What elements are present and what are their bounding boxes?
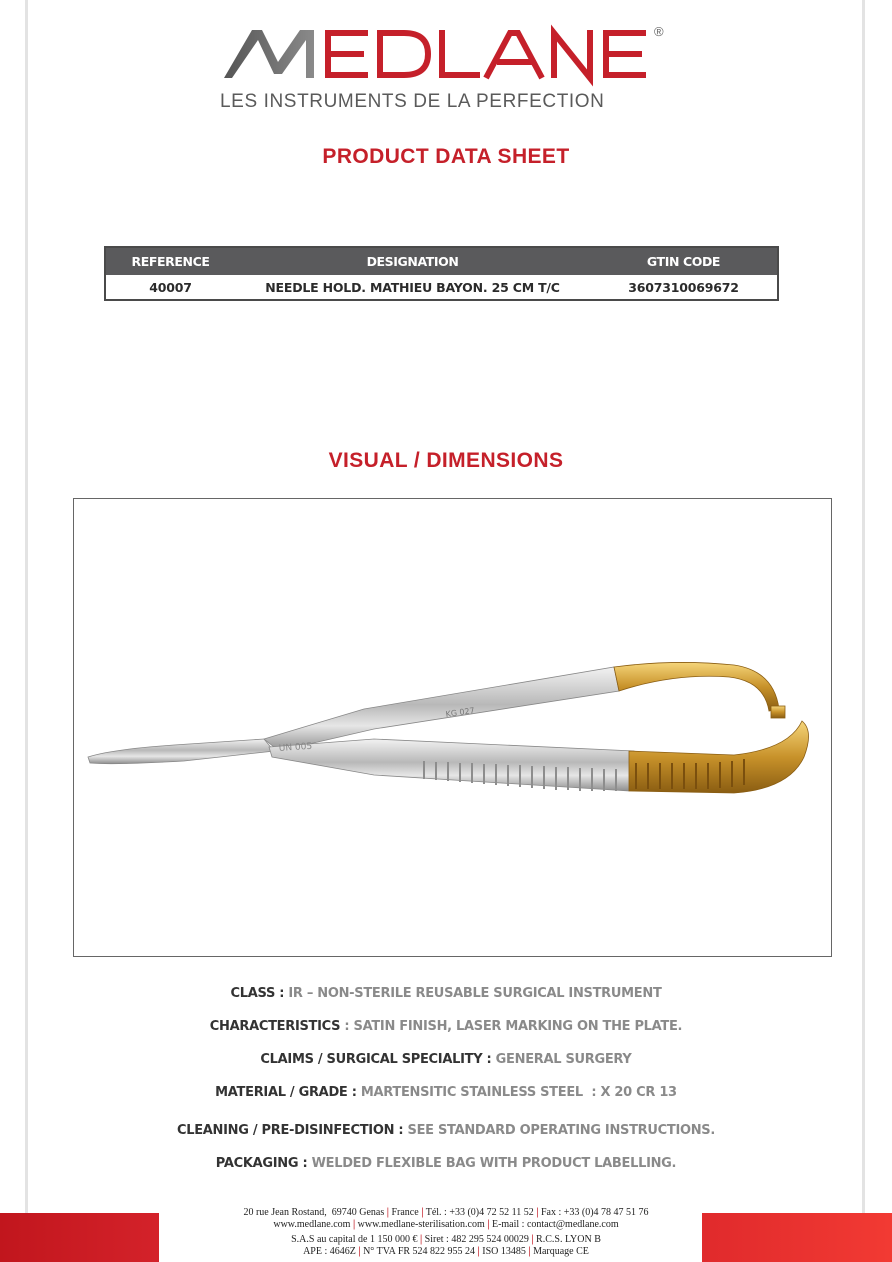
footer-separator: | (487, 1219, 490, 1230)
footer-separator: | (421, 1207, 424, 1218)
footer-separator: | (352, 1219, 356, 1230)
cell-reference: 40007 (149, 279, 192, 295)
footer-separator: | (531, 1234, 534, 1245)
product-data-sheet-title: PRODUCT DATA SHEET (322, 145, 570, 168)
spec-value: IR – NON-STERILE REUSABLE SURGICAL INSTRUMENT (284, 986, 662, 1001)
spec-packaging (0, 1156, 892, 1171)
visual-dimensions-title: VISUAL / DIMENSIONS (328, 449, 564, 472)
footer-sterilisation-link[interactable]: www.medlane-sterilisation.com (357, 1219, 485, 1230)
footer-ape: APE : 4646Z (303, 1246, 356, 1257)
instrument-image-frame (73, 498, 832, 957)
footer-separator: | (419, 1234, 423, 1245)
product-table (104, 246, 779, 301)
spec-value: SEE STANDARD OPERATING INSTRUCTIONS. (403, 1123, 716, 1138)
footer-email-link[interactable]: E-mail : contact@medlane.com (491, 1219, 619, 1230)
spec-value: WELDED FLEXIBLE BAG WITH PRODUCT LABELLING. (307, 1156, 677, 1171)
footer-ce-marking: Marquage CE (533, 1246, 589, 1257)
footer-iso: ISO 13485 (482, 1246, 526, 1257)
header-reference: REFERENCE (105, 247, 235, 275)
spec-label: CHARACTERISTICS (209, 1019, 341, 1034)
cell-gtin-code: 3607310069672 (628, 279, 739, 295)
footer-siret: Siret : 482 295 524 00029 (424, 1234, 529, 1245)
footer-company-line (0, 1234, 892, 1245)
table-row (105, 275, 778, 300)
footer-country: France (391, 1207, 419, 1218)
spec-value: GENERAL SURGERY (491, 1052, 632, 1067)
spec-claims (0, 1052, 892, 1067)
spec-material (0, 1085, 892, 1100)
header-designation: DESIGNATION (235, 247, 590, 275)
footer-website-link[interactable]: www.medlane.com (273, 1219, 351, 1230)
footer-phone: Tél. : +33 (0)4 72 52 11 52 (425, 1207, 534, 1218)
footer-web-line (0, 1219, 892, 1230)
footer-separator: | (477, 1246, 480, 1257)
cell-designation: NEEDLE HOLD. MATHIEU BAYON. 25 CM T/C (265, 279, 560, 295)
spec-label: MATERIAL / GRADE : (215, 1085, 357, 1100)
footer-separator: | (536, 1207, 539, 1218)
spec-label: CLAIMS / SURGICAL SPECIALITY : (260, 1052, 492, 1067)
spec-value: : SATIN FINISH, LASER MARKING ON THE PLATE. (340, 1019, 683, 1034)
footer-tva: N° TVA FR 524 822 955 24 (363, 1246, 476, 1257)
spec-label: CLEANING / PRE-DISINFECTION : (176, 1123, 404, 1138)
footer-legal-line (0, 1246, 892, 1257)
spec-characteristics (0, 1019, 892, 1034)
footer-address-line (0, 1207, 892, 1218)
table-header-row (105, 247, 778, 275)
engraving-un: UN 005 (278, 741, 313, 754)
footer-capital: S.A.S au capital de 1 150 000 € (291, 1234, 418, 1245)
footer-rcs: R.C.S. LYON B (536, 1234, 601, 1245)
header-gtin-code: GTIN CODE (590, 247, 778, 275)
brand-tagline: LES INSTRUMENTS DE LA PERFECTION (220, 91, 605, 112)
footer-address: 20 rue Jean Rostand, 69740 Genas (243, 1207, 385, 1218)
footer-separator: | (358, 1246, 361, 1257)
footer-separator: | (386, 1207, 389, 1218)
spec-value: MARTENSITIC STAINLESS STEEL : X 20 CR 13 (356, 1085, 677, 1100)
engraving-kg: KG 027 (445, 705, 476, 719)
spec-label: PACKAGING : (215, 1156, 308, 1171)
footer-separator: | (528, 1246, 531, 1257)
registered-mark: ® (654, 24, 664, 39)
spec-label: CLASS : (230, 986, 285, 1001)
footer-fax: Fax : +33 (0)4 78 47 51 76 (540, 1207, 649, 1218)
spec-cleaning (0, 1123, 892, 1138)
needle-holder-image (74, 499, 831, 956)
spec-class (0, 986, 892, 1001)
